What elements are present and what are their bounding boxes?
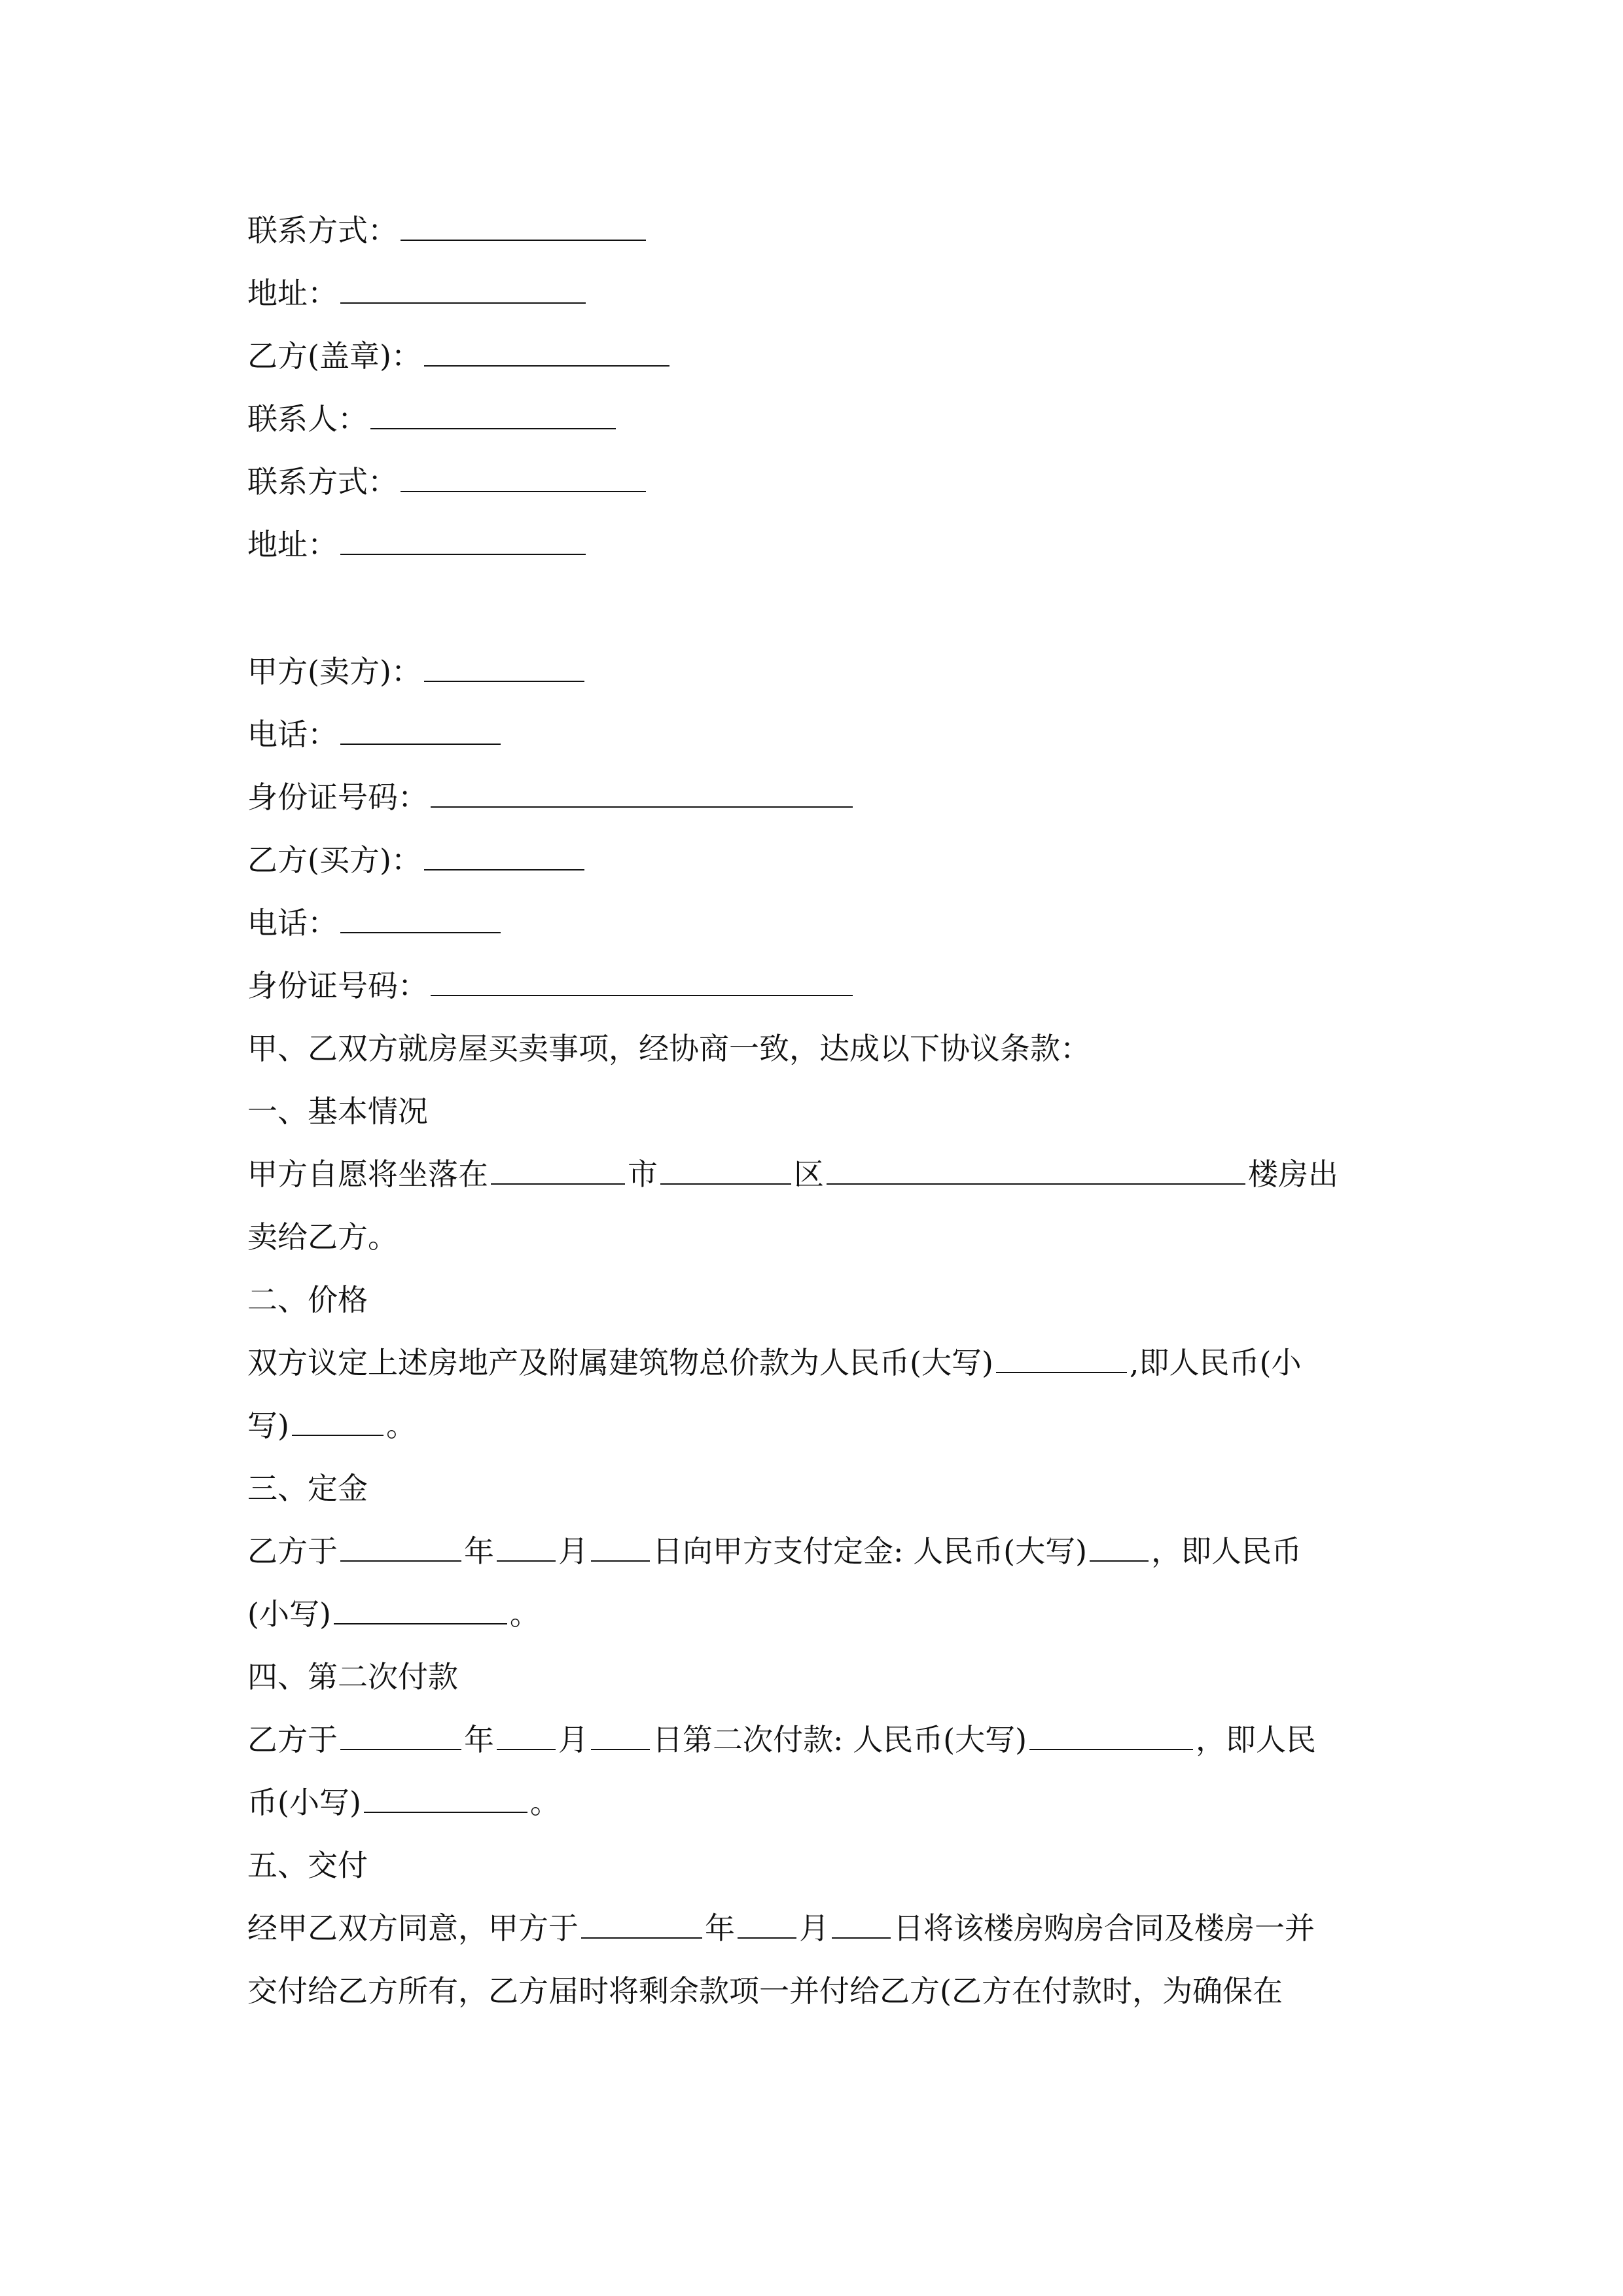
- section-5-title: 五、交付: [247, 1848, 368, 1883]
- text: 区: [794, 1157, 824, 1192]
- month-blank[interactable]: [497, 1533, 556, 1562]
- partyB-seal-line: [247, 336, 672, 376]
- address-blank[interactable]: [340, 275, 586, 304]
- text: ，即人民: [1196, 1722, 1317, 1757]
- text: 月: [558, 1534, 588, 1569]
- text: 币(小写): [247, 1785, 361, 1820]
- buyer-label: 乙方(买方)：: [247, 842, 421, 878]
- year-blank[interactable]: [340, 1533, 461, 1562]
- partyB-seal-blank[interactable]: [424, 338, 669, 367]
- contact-method-blank[interactable]: [401, 212, 646, 241]
- text: 乙方于: [247, 1722, 338, 1757]
- contact-method-label: 联系方式：: [247, 464, 398, 499]
- id-number-blank[interactable]: [431, 779, 853, 808]
- seller-label: 甲方(卖方)：: [247, 654, 421, 689]
- text: 写): [247, 1408, 289, 1443]
- seller-line: [247, 652, 587, 691]
- contact-person-label: 联系人：: [247, 401, 368, 437]
- phone-label: 电话：: [247, 717, 338, 752]
- section-1-title: 一、基本情况: [247, 1094, 428, 1129]
- deposit-uppercase-blank[interactable]: [1090, 1533, 1149, 1562]
- year-blank[interactable]: [581, 1910, 702, 1939]
- text: 日第二次付款: 人民币(大写): [652, 1722, 1027, 1757]
- district-blank[interactable]: [660, 1156, 791, 1185]
- text: 月: [558, 1722, 588, 1757]
- second-payment-uppercase-blank[interactable]: [1029, 1721, 1193, 1750]
- text: 年: [464, 1534, 494, 1569]
- month-blank[interactable]: [738, 1910, 796, 1939]
- year-blank[interactable]: [340, 1721, 461, 1750]
- price-uppercase-blank[interactable]: [996, 1344, 1127, 1373]
- section-1-line-2: 卖给乙方。: [247, 1219, 398, 1255]
- text: 双方议定上述房地产及附属建筑物总价款为人民币(大写): [247, 1345, 993, 1380]
- section-3-line-2: [247, 1594, 540, 1634]
- text: 楼房出: [1248, 1157, 1338, 1192]
- building-blank[interactable]: [827, 1156, 1245, 1185]
- seller-id-line: [247, 778, 855, 817]
- text: ，即人民币: [1151, 1534, 1302, 1569]
- phone-blank[interactable]: [340, 716, 501, 745]
- text: 年: [464, 1722, 494, 1757]
- day-blank[interactable]: [591, 1533, 650, 1562]
- contact-person-blank[interactable]: [370, 401, 616, 429]
- section-4-line-1: [247, 1720, 1316, 1759]
- phone-label: 电话：: [247, 905, 338, 941]
- second-payment-lowercase-blank[interactable]: [364, 1784, 527, 1813]
- city-blank[interactable]: [491, 1156, 625, 1185]
- text: 乙方于: [247, 1534, 338, 1569]
- text: 经甲乙双方同意，甲方于: [247, 1910, 579, 1946]
- section-4-title: 四、第二次付款: [247, 1659, 458, 1695]
- section-2-line-1: [247, 1343, 1301, 1382]
- text: 。: [529, 1785, 560, 1820]
- id-number-blank[interactable]: [431, 967, 853, 996]
- contact-method-label: 联系方式：: [247, 213, 398, 248]
- day-blank[interactable]: [591, 1721, 650, 1750]
- section-5-line-2: 交付给乙方所有，乙方届时将剩余款项一并付给乙方(乙方在付款时，为确保在: [247, 1973, 1283, 2009]
- buyer-phone-line: [247, 903, 503, 942]
- buyer-id-line: [247, 966, 855, 1005]
- address-blank[interactable]: [340, 526, 586, 555]
- partyB-address-line: [247, 525, 588, 564]
- buyer-line: [247, 840, 587, 880]
- section-3-title: 三、定金: [247, 1471, 368, 1506]
- phone-blank[interactable]: [340, 905, 501, 933]
- section-3-line-1: [247, 1532, 1302, 1571]
- section-2-title: 二、价格: [247, 1282, 368, 1318]
- id-number-label: 身份证号码：: [247, 968, 428, 1003]
- partyA-contact-method-line: [247, 211, 649, 250]
- text: 甲方自愿将坐落在: [247, 1157, 488, 1192]
- text: ,即人民币(小: [1129, 1345, 1302, 1380]
- text: 年: [705, 1910, 735, 1946]
- text: 。: [509, 1596, 540, 1632]
- section-2-line-2: [247, 1406, 416, 1445]
- buyer-blank[interactable]: [424, 842, 584, 870]
- text: (小写): [247, 1596, 331, 1632]
- seller-phone-line: [247, 715, 503, 754]
- month-blank[interactable]: [497, 1721, 556, 1750]
- text: 日将该楼房购房合同及楼房一并: [893, 1910, 1315, 1946]
- deposit-lowercase-blank[interactable]: [334, 1596, 507, 1624]
- contact-method-blank[interactable]: [401, 463, 646, 492]
- partyB-seal-label: 乙方(盖章)：: [247, 338, 421, 374]
- section-5-line-1: [247, 1909, 1315, 1948]
- partyB-contact-person-line: [247, 399, 618, 439]
- partyA-address-line: [247, 274, 588, 313]
- address-label: 地址：: [247, 276, 338, 311]
- text: 市: [628, 1157, 658, 1192]
- id-number-label: 身份证号码：: [247, 780, 428, 815]
- price-lowercase-blank[interactable]: [292, 1407, 383, 1436]
- address-label: 地址：: [247, 527, 338, 562]
- intro-paragraph: 甲、乙双方就房屋买卖事项，经协商一致，达成以下协议条款：: [247, 1031, 1090, 1066]
- section-4-line-2: [247, 1783, 560, 1822]
- text: 月: [799, 1910, 829, 1946]
- text: 日向甲方支付定金: 人民币(大写): [652, 1534, 1088, 1569]
- day-blank[interactable]: [832, 1910, 891, 1939]
- section-1-line-1: [247, 1155, 1338, 1194]
- seller-blank[interactable]: [424, 653, 584, 682]
- text: 。: [385, 1408, 416, 1443]
- partyB-contact-method-line: [247, 462, 649, 501]
